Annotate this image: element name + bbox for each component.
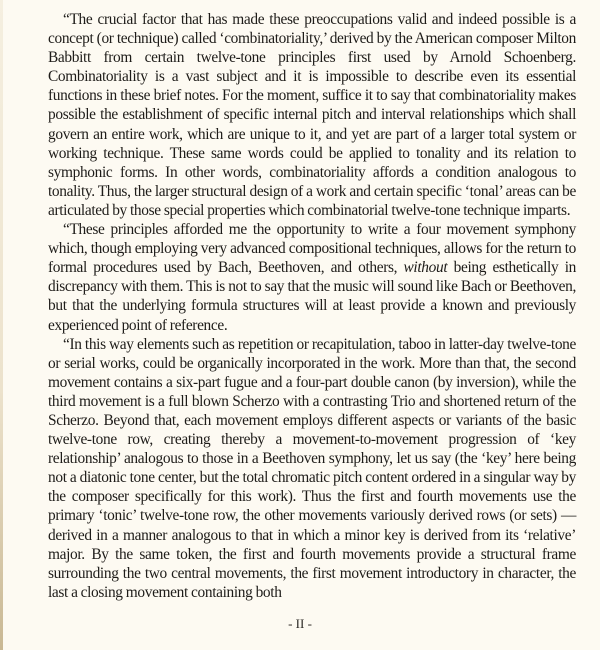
page-edge-shadow bbox=[0, 0, 3, 650]
emphasis-without: without bbox=[403, 259, 448, 277]
paragraph-four-movement-symphony bbox=[48, 220, 576, 335]
paragraph-text-after: being esthetically in discrepancy with them. This is not to say that the music will sound like Bach or Beethoven, but that the underlying formula structures will at least provide a known and previously experienced point of reference. bbox=[48, 259, 576, 334]
paragraph-combinatoriality: “The crucial factor that has made these preoccupations valid and indeed possible is a concept (or technique) called ‘combinatoriality,’ derived by the American composer Milton Babbitt from certain twelve-tone principles first used by Arnold Schoenberg. Combinatoriality is a vast subject and it is impossible to describe even its essential functions in these brief notes. For the moment, suffice it to say that combinatoriality makes possible the establishment of specific internal pitch and interval relationships which shall govern an entire work, which are unique to it, and yet are part of a larger total system or working technique. These same words could be applied to tonality and its relation to symphonic forms. In other words, combinatoriality affords a condition analogous to tonality. Thus, the larger structural design of a work and certain specific ‘tonal’ areas can be articulated by those special properties which combinatorial twelve-tone technique imparts. bbox=[48, 11, 576, 219]
document-body bbox=[48, 0, 576, 602]
paragraph-text-before: “These principles afforded me the opportunity to write a four movement symphony which, though employing very advanced compositional techniques, allows for the return to formal procedures used by Bach, Beethoven, and others, bbox=[48, 221, 576, 277]
paragraph-repetition-recapitulation: “In this way elements such as repetition or recapitulation, taboo in latter-day twelve-tone or serial works, could be organically incorporated in the work. More than that, the second movement contains a six-part fugue and a four-part double canon (by inversion), while the third movement is a full blown Scherzo with a contrasting Trio and shortened return of the Scherzo. Beyond that, each movement employs different aspects or variants of the basic twelve-tone row, creating thereby a movement-to-movement progression of ‘key relationship’ analogous to those in a Beethoven symphony, let us say (the ‘key’ here being not a diatonic tone center, but the total chromatic pitch content ordered in a singular way by the composer specifically for this work). Thus the first and fourth movements use the primary ‘tonic’ twelve-tone row, the other movements variously derived rows (or sets) — derived in a manner analogous to that in which a minor key is derived from its ‘relative’ major. By the same token, the first and fourth movements provide a structural frame surrounding the two central movements, the first movement introductory in character, the last a closing movement containing both bbox=[48, 335, 576, 601]
page-number: - II - bbox=[288, 615, 312, 631]
